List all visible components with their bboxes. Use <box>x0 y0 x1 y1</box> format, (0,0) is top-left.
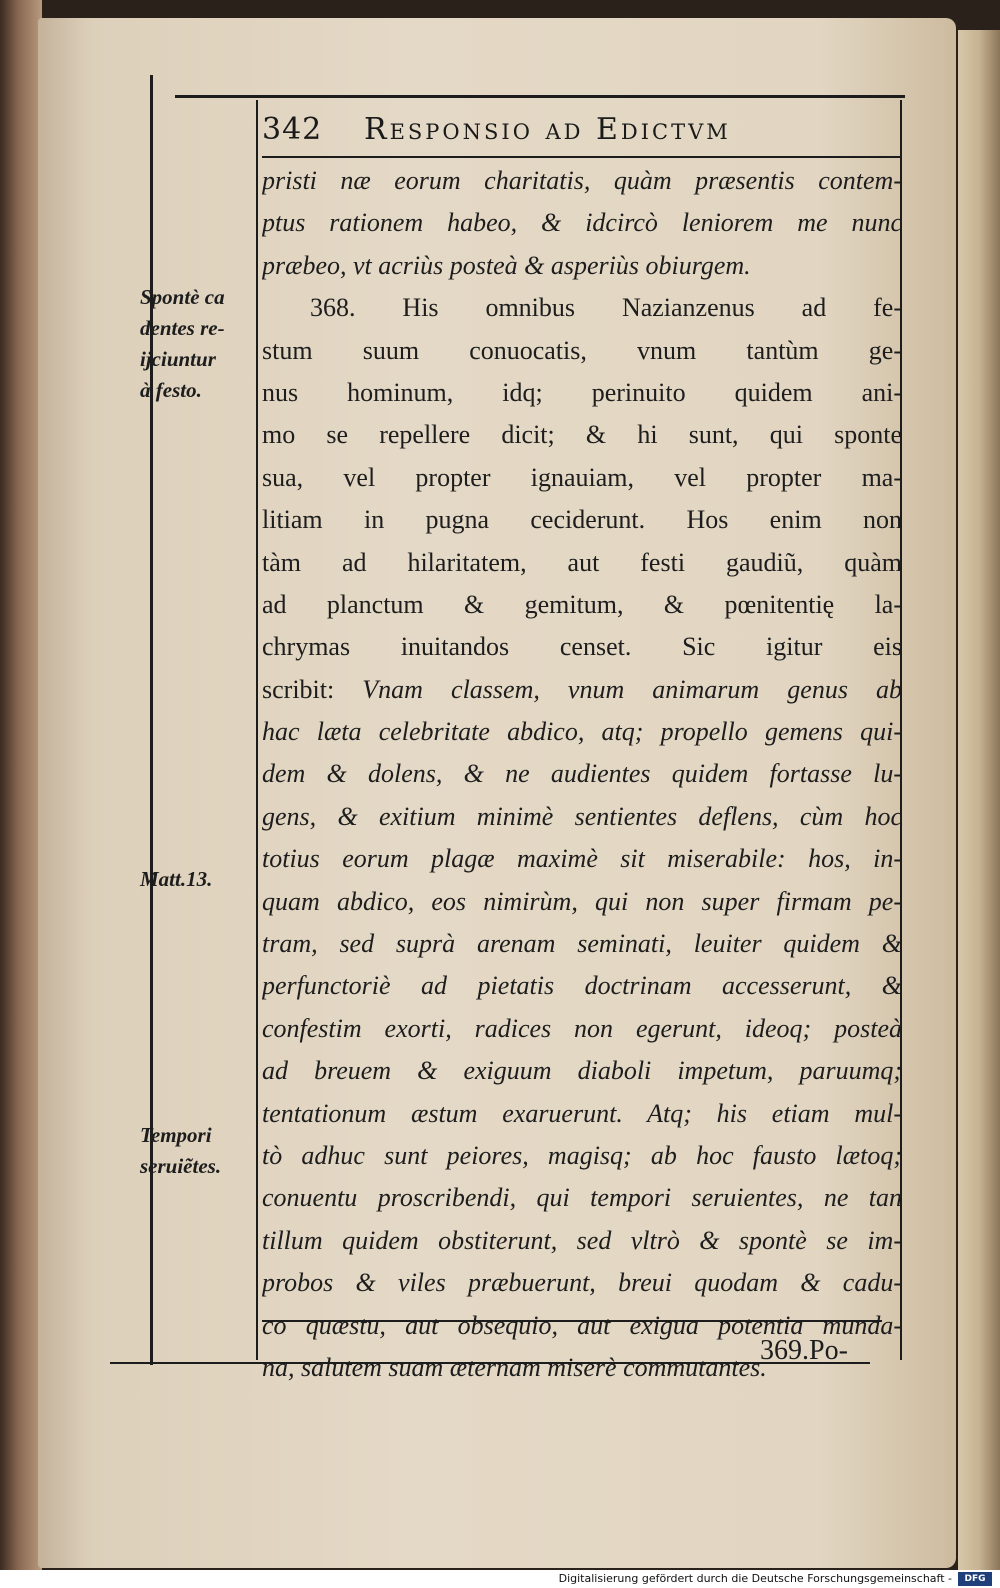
digitization-footer <box>0 1570 1000 1588</box>
text-segment: quam abdico, eos nimirùm, qui non super firmam pe- <box>262 886 902 916</box>
text-line <box>262 457 902 499</box>
text-segment: mo se repellere dicit; & hi sunt, qui sponte <box>262 420 902 450</box>
text-line <box>262 1262 902 1304</box>
text-segment: 368. His omnibus Nazianzenus ad fe- <box>310 293 902 323</box>
text-segment: tram, sed suprà arenam seminati, leuiter quidem & <box>262 929 902 959</box>
text-line <box>262 669 902 711</box>
text-line <box>262 330 902 372</box>
margin-note-line: Spontè ca <box>140 285 225 309</box>
text-segment: Vnam classem, vnum animarum genus ab <box>362 674 902 704</box>
text-line <box>262 542 902 584</box>
text-line <box>262 796 902 838</box>
text-segment: confestim exorti, radices non egerunt, ideoq; posteà <box>262 1013 902 1043</box>
running-title: Responsio ad Edictvm <box>364 112 731 147</box>
text-line <box>262 1008 902 1050</box>
text-segment: nus hominum, idq; perinuito quidem ani- <box>262 377 902 407</box>
text-segment: tò adhuc sunt peiores, magisq; ab hoc fausto lætoq; <box>262 1140 902 1170</box>
text-segment: ptus rationem habeo, & idcircò leniorem me nunc <box>262 208 902 238</box>
text-line <box>262 160 902 202</box>
text-segment: gens, & exitium minimè sentientes deflens, cùm hoc <box>262 801 902 831</box>
text-line <box>262 965 902 1007</box>
margin-note-line: ijciuntur <box>140 347 216 371</box>
text-line <box>262 414 902 456</box>
margin-note-line: Matt.13. <box>140 867 213 891</box>
text-line <box>262 1135 902 1177</box>
text-segment: ad planctum & gemitum, & pœnitentię la- <box>262 589 902 619</box>
body-text <box>262 160 902 1389</box>
next-page-edge <box>958 30 1000 1570</box>
text-segment: hac læta celebritate abdico, atq; propello gemens qui- <box>262 717 902 747</box>
text-segment: perfunctoriè ad pietatis doctrinam accesserunt, & <box>262 971 902 1001</box>
margin-note-line: à festo. <box>140 378 202 402</box>
text-line <box>262 245 902 287</box>
text-segment: stum suum conuocatis, vnum tantùm ge- <box>262 335 902 365</box>
text-segment: probos & viles præbuerunt, breui quodam & cadu- <box>262 1268 902 1298</box>
text-line <box>262 372 902 414</box>
text-segment: ad breuem & exiguum diaboli impetum, paruumq; <box>262 1056 902 1086</box>
dfg-logo-icon: DFG <box>958 1572 992 1586</box>
text-segment: tillum quidem obstiterunt, sed vltrò & spontè se im- <box>262 1225 902 1255</box>
text-line <box>262 711 902 753</box>
text-segment: pristi næ eorum charitatis, quàm præsentis contem- <box>262 166 902 195</box>
text-segment: totius eorum plagæ maximè sit miserabile: hos, in- <box>262 844 902 874</box>
text-segment: conuentu proscribendi, qui tempori seruientes, ne tan <box>262 1183 902 1213</box>
text-line <box>262 838 902 880</box>
running-head <box>262 112 902 158</box>
text-segment: præbeo, vt acriùs posteà & asperiùs obiurgem. <box>262 250 751 280</box>
text-segment: litiam in pugna ceciderunt. Hos enim non <box>262 505 902 535</box>
top-rule <box>175 95 905 98</box>
margin-note-line: Tempori <box>140 1123 212 1147</box>
margin-note-tempori <box>140 1120 258 1182</box>
text-line <box>262 753 902 795</box>
margin-note-line: seruiẽtes. <box>140 1154 222 1178</box>
margin-note-sponte <box>140 282 258 406</box>
text-segment: na, salutem suam æternam miserè commutantes. <box>262 1352 767 1382</box>
text-line <box>262 923 902 965</box>
text-line <box>262 584 902 626</box>
catchword: 369.Po- <box>760 1335 848 1366</box>
text-line <box>262 1220 902 1262</box>
text-segment: tàm ad hilaritatem, aut festi gaudiũ, quàm <box>262 547 902 577</box>
text-segment: dem & dolens, & ne audientes quidem fortasse lu- <box>262 759 902 789</box>
text-line <box>262 202 902 244</box>
text-line <box>262 287 902 329</box>
text-line <box>262 1093 902 1135</box>
text-line <box>262 626 902 668</box>
text-line <box>262 1177 902 1219</box>
margin-note-matt <box>140 864 258 895</box>
text-line <box>262 1050 902 1092</box>
text-segment: co quæstu, aut obsequio, aut exigua potentia munda- <box>262 1310 902 1340</box>
text-line <box>262 499 902 541</box>
page-number: 342 <box>262 112 323 147</box>
margin-note-line: dentes re- <box>140 316 225 340</box>
text-segment: chrymas inuitandos censet. Sic igitur eis <box>262 632 902 662</box>
text-segment: tentationum æstum exaruerunt. Atq; his etiam mul- <box>262 1098 902 1128</box>
text-line <box>262 881 902 923</box>
text-segment: sua, vel propter ignauiam, vel propter ma- <box>262 462 902 492</box>
text-segment: scribit: <box>262 674 363 704</box>
book-spine <box>0 0 42 1570</box>
footer-credit: Digitalisierung gefördert durch die Deutsche Forschungsgemeinschaft - <box>558 1572 952 1585</box>
